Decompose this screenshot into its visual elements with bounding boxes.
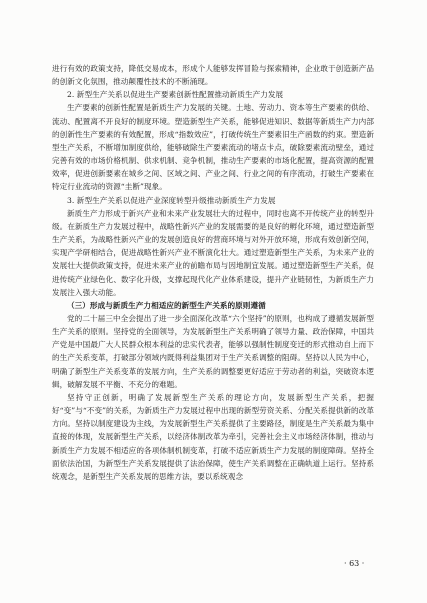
paragraph-industry-upgrade: 新质生产力形成于新兴产业和未来产业发展壮大的过程中，同时也离不开传统产业的转型升级。在新质生产力发展过程中，战略性新兴产业的发展需要的是良好的孵化环境，通过塑造新型生产关系，为战略性新兴产业的发展创造良好的营商环境与对外开放环境，形成有效创新空间，实现产学研相结合，促进战略性新兴产业不断演化壮大。通过塑造新型生产关系，为未来产业的发展壮大提供政策支持，促进未来产业的前瞻布局与因地制宜发展。通过塑造新型生产关系，促进传统产业绿色化、数字化升级，支撑起现代化产业体系建设，提升产业链韧性，为新质生产力发展注入强大动能。 xyxy=(52,208,374,297)
paragraph-continued: 进行有效的政策支持，降低交易成本，形成个人能够发挥冒险与探索精神，企业敢于创造新产品的创新文化氛围，推动颠覆性技术的不断涌现。 xyxy=(52,64,374,87)
page-number: · 63 · xyxy=(344,559,365,568)
section-heading-principles: （三）形成与新质生产力相适应的新型生产关系的原则遵循 xyxy=(67,300,266,310)
section-heading-2: 2. 新型生产关系以促进生产要素创新性配置推动新质生产力发展 xyxy=(67,90,284,100)
paragraph-factor-allocation: 生产要素的创新性配置是新质生产力发展的关键。土地、劳动力、资本等生产要素的供给、流动、配置离不开良好的制度环境。塑造新型生产关系，能够促进知识、数据等新质生产力内部的创新性生产要素的有效配置，形成“指数效应”，打破传统生产要素旧生产函数的约束。塑造新型生产关系，不断增加制度供给，能够破除生产要素流动的堵点卡点，破除要素流动壁垒，通过完善有效的市场价格机制、供求机制、竞争机制，推动生产要素的市场化配置，提高资源的配置效率，促进创新要素在城乡之间、区域之间、产业之间、行业之间的有序流动，打破生产要素在特定行业流动的资源“圭断”现象。 xyxy=(52,103,374,192)
paragraph-innovation-system: 坚持守正创新，明确了发展新型生产关系的理论方向，发展新型生产关系，把握好“变”与“不变”的关系，为新质生产力发展过程中出现的新型劳资关系、分配关系提供新的改革方向。坚持以制度建设为主线，为发展新型生产关系提供了主要路径，制度是生产关系最为集中直接的体现，发展新型生产关系，以经济体制改革为牵引，完善社会主义市场经济体制，推动与新质生产力发展不相适应的各项体制机制变革，打破不适应新质生产力发展的制度障碍。坚持全面依法治国，为新型生产关系发展提供了法治保障，使生产关系调整在正确轨道上运行。坚持系统观念，是新型生产关系发展的思维方法，要以系统观念 xyxy=(52,392,374,481)
section-heading-3: 3. 新型生产关系以促进产业深度转型升级推动新质生产力发展 xyxy=(67,195,276,205)
article-body xyxy=(52,62,374,483)
paragraph-six-principles: 党的二十届三中全会提出了进一步全面深化改革“六个坚持”的原则，也构成了遵循发展新型生产关系的原则。坚持党的全面领导，为发展新型生产关系明确了领导力量、政治保障，中国共产党是中国最广大人民群众根本利益的忠实代表者，能够以强制性制度变迁的形式推动自上而下的生产关系变革，打破部分领域内既得利益集团对于生产关系调整的阻碍。坚持以人民为中心，明确了新型生产关系变革的发展方向，生产关系的调整要更好适应于劳动者的利益，突破资本逻辑，破解发展不平衡、不充分的难题。 xyxy=(52,313,374,389)
